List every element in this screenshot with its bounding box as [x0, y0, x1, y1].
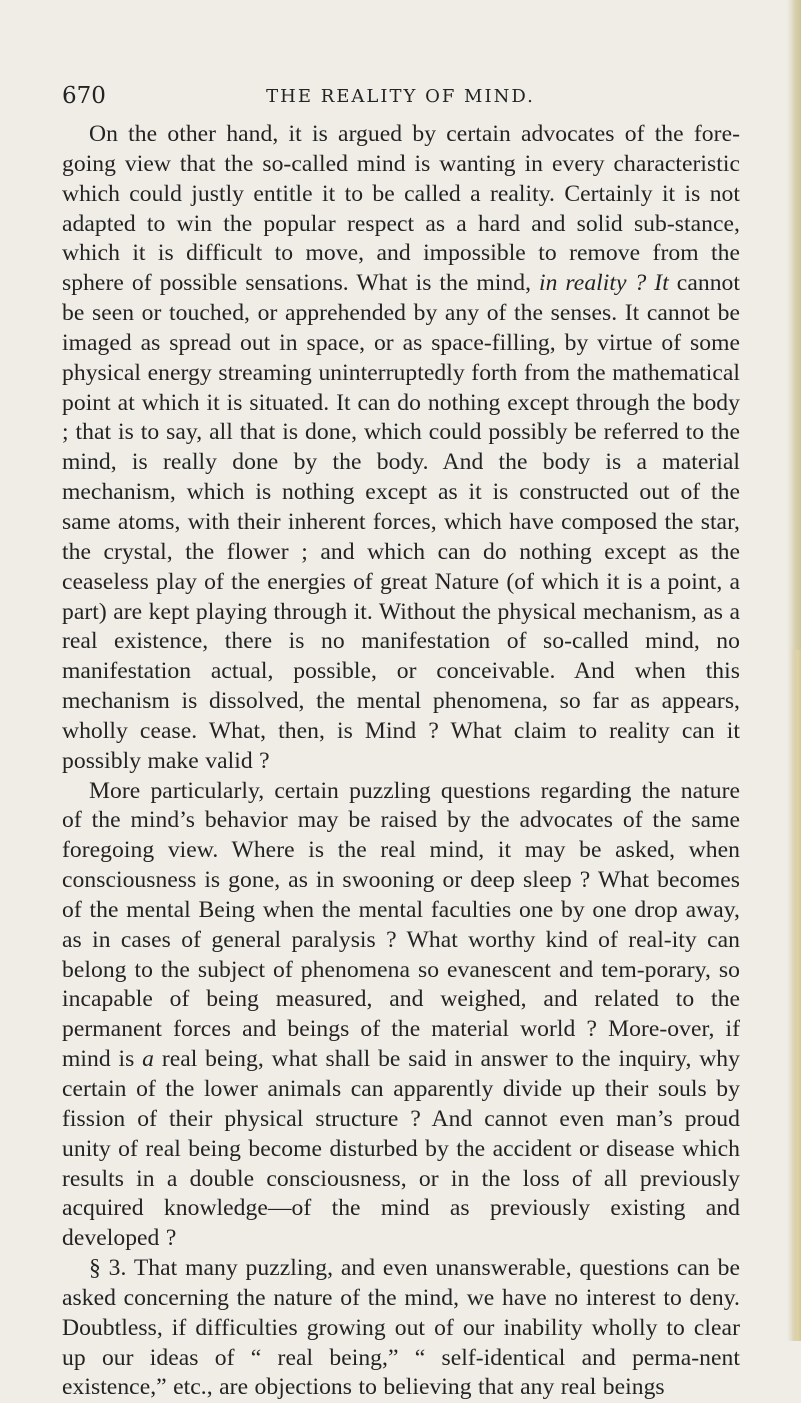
paragraph	[62, 777, 740, 1255]
italic-text: in reality ? It	[539, 270, 669, 297]
paragraph-text: More particularly, certain puzzling questions regarding the nature of the mind’s behavior may be raised by the advocates of the same foregoing view. Where is the real mind, it may be asked, when consciousness is gone, as in swooning or deep sleep ? What becomes of the mental Being when the mental faculties one by one drop away, as in cases of general paralysis ? What worthy kind of real-ity can belong to the subject of phenomena so evanescent and tem-porary, so incapable of being measured, and weighed, and related to the permanent forces and beings of the material world ? More-over, if mind is	[62, 777, 740, 1073]
running-title: THE REALITY OF MIND.	[266, 86, 535, 107]
body-text	[62, 120, 740, 1403]
paragraph	[62, 1254, 740, 1403]
italic-text: a	[142, 1046, 155, 1073]
paragraph	[62, 120, 740, 777]
paragraph-text: § 3. That many puzzling, and even unanswerable, questions can be asked concerning the nature of the mind, we have no interest to deny. Doubtless, if difficulties growing out of our inability wholly to clear up our ideas of “ real being,” “ self-identical and perma-nent existence,” etc., are objections to believing that any real beings	[62, 1255, 740, 1401]
paragraph-text: real being, what shall be said in answer to the inquiry, why certain of the lower animals can apparently divide up their souls by fission of their physical structure ? And cannot even man’s proud unity of real being become disturbed by the accident or disease which results in a double consciousness, or in the loss of all previously acquired knowledge—of the mind as previously existing and developed ?	[62, 1046, 741, 1252]
paragraph-text: On the other hand, it is argued by certain advocates of the fore-going view that the so-called mind is wanting in every characteristic which could justly entitle it to be called a reality. Certainly it is not adapted to win the popular respect as a hard and solid sub-stance, which it is difficult to move, and impossible to remove from the sphere of possible sensations. What is the mind,	[62, 121, 740, 297]
paragraph-text: cannot be seen or touched, or apprehended by any of the senses. It cannot be imaged as spread out in space, or as space-filling, by virtue of some physical energy streaming uninterruptedly forth from the mathematical point at which it is situated. It can do nothing except through the body ; that is to say, all that is done, which could possibly be referred to the mind, is really done by the body. And the body is a material mechanism, which is nothing except as it is constructed out of the same atoms, with their inherent forces, which have composed the star, the crystal, the flower ; and which can do nothing except as the ceaseless play of the energies of great Nature (of which it is a point, a part) are kept playing through it. Without the physical mechanism, as a real existence, there is no manifestation of so-called mind, no manifestation actual, possible, or conceivable. And when this mechanism is dissolved, the mental phenomena, so far as appears, wholly cease. What, then, is Mind ? What claim to reality can it possibly make valid ?	[62, 270, 741, 774]
page-number: 670	[62, 83, 106, 109]
page-edge-shading-lower	[791, 650, 801, 1341]
